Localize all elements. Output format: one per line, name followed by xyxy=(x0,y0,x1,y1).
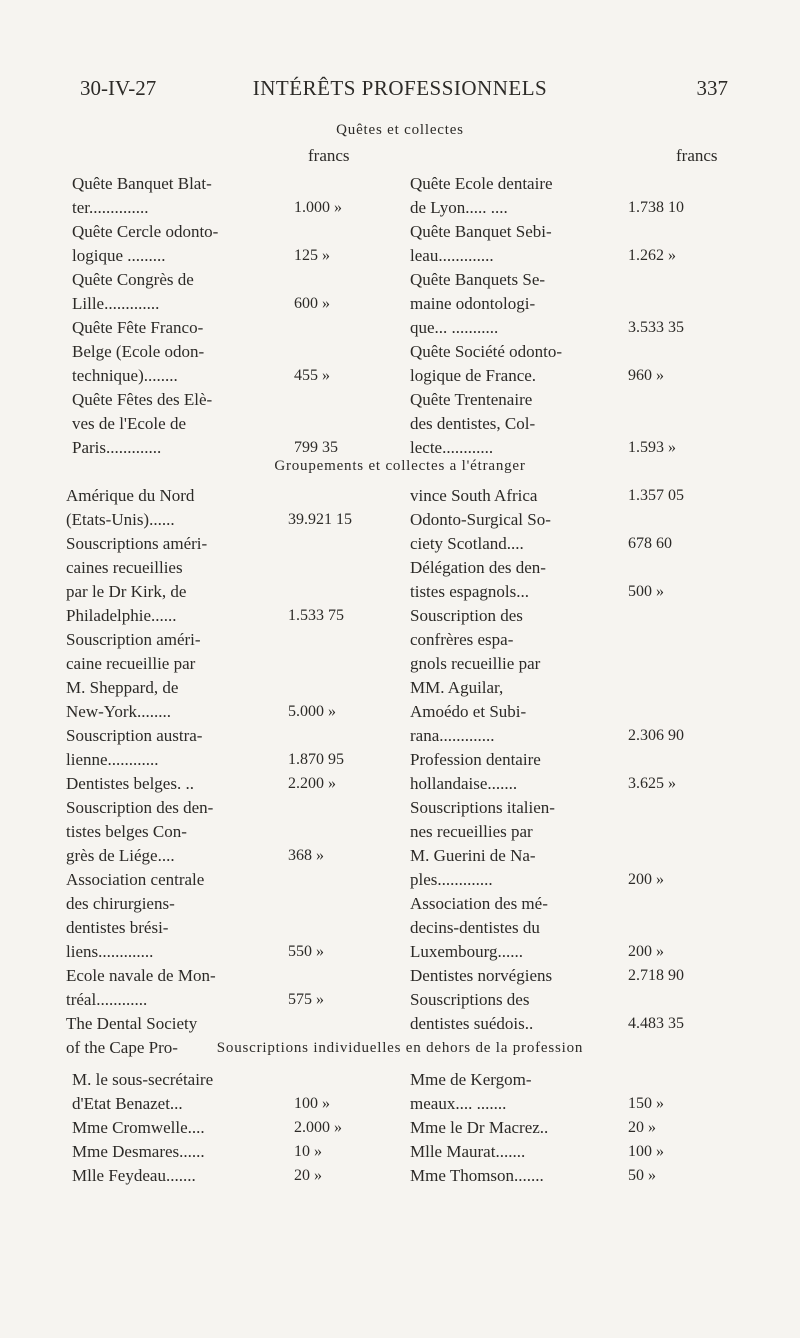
entry-line: Association des mé- xyxy=(410,894,548,913)
entry-line: decins-dentistes du xyxy=(410,918,540,937)
entry-amount: 455 » xyxy=(294,367,330,384)
quetes-right-column xyxy=(410,172,720,460)
entry-line: liens............. xyxy=(66,942,154,961)
entry-line: Dentistes norvégiens xyxy=(410,966,553,985)
entry-line: Quête Société odonto- xyxy=(410,342,563,361)
entry-line: lienne............ xyxy=(66,750,159,769)
entry-row xyxy=(410,604,726,748)
entry-row xyxy=(72,388,382,460)
entry-line: tréal............ xyxy=(66,990,148,1009)
entry-amount: 600 » xyxy=(294,295,330,312)
entry-amount: 4.483 35 xyxy=(628,1015,684,1032)
entry-amount: 200 » xyxy=(628,943,664,960)
entry-row xyxy=(410,268,720,340)
entry-line: tistes belges Con- xyxy=(66,822,187,841)
entry-row xyxy=(66,964,382,1012)
entry-row xyxy=(66,796,382,868)
entry-amount: 1.357 05 xyxy=(628,487,684,504)
entry-line: Mme Cromwelle.... xyxy=(72,1118,205,1137)
entry-line: nes recueillies par xyxy=(410,822,533,841)
running-header xyxy=(0,76,800,106)
entry-row xyxy=(410,1068,726,1116)
entry-line: meaux.... ....... xyxy=(410,1094,507,1113)
entry-row xyxy=(410,220,720,268)
groupements-left-column xyxy=(66,484,382,1060)
entry-line: Luxembourg...... xyxy=(410,942,524,961)
entry-line: Quête Banquet Blat- xyxy=(72,174,212,193)
entry-line: caines recueillies xyxy=(66,558,183,577)
entry-line: Quête Ecole dentaire xyxy=(410,174,553,193)
entry-amount: 200 » xyxy=(628,871,664,888)
entry-line: Mme Thomson....... xyxy=(410,1166,544,1185)
entry-amount: 500 » xyxy=(628,583,664,600)
entry-row xyxy=(72,172,382,220)
entry-line: Quête Congrès de xyxy=(72,270,194,289)
entry-line: Amérique du Nord xyxy=(66,486,195,505)
entry-line: M. le sous-secrétaire xyxy=(72,1070,214,1089)
entry-line: grès de Liége.... xyxy=(66,846,175,865)
entry-line: hollandaise....... xyxy=(410,774,518,793)
unit-label-right: francs xyxy=(676,146,718,165)
entry-line: Belge (Ecole odon- xyxy=(72,342,205,361)
entry-label xyxy=(410,1068,726,1116)
entry-row xyxy=(410,892,726,964)
entry-line: lecte............ xyxy=(410,438,494,457)
entry-row xyxy=(410,1116,726,1140)
entry-amount: 368 » xyxy=(288,847,324,864)
entry-label xyxy=(72,1140,382,1164)
entry-amount: 2.000 » xyxy=(294,1119,342,1136)
entry-line: Quête Trentenaire xyxy=(410,390,533,409)
entry-amount: 3.533 35 xyxy=(628,319,684,336)
entry-line: Quête Banquet Sebi- xyxy=(410,222,552,241)
entry-line: The Dental Society xyxy=(66,1014,198,1033)
entry-row xyxy=(66,484,382,532)
entry-line: technique)........ xyxy=(72,366,178,385)
entry-row xyxy=(72,1164,382,1188)
individuelles-right-column xyxy=(410,1068,726,1188)
entry-line: confrères espa- xyxy=(410,630,514,649)
entry-line: (Etats-Unis)...... xyxy=(66,510,175,529)
entry-row xyxy=(410,964,726,988)
entry-amount: 575 » xyxy=(288,991,324,1008)
entry-row xyxy=(72,268,382,316)
entry-label xyxy=(66,964,382,1012)
header-date: 30-IV-27 xyxy=(80,76,157,100)
entry-line: Ecole navale de Mon- xyxy=(66,966,216,985)
entry-line: MM. Aguilar, xyxy=(410,678,504,697)
entry-row xyxy=(410,748,726,796)
entry-line: New-York........ xyxy=(66,702,171,721)
entry-line: Quête Fêtes des Elè- xyxy=(72,390,213,409)
entry-line: logique ......... xyxy=(72,246,166,265)
entry-row xyxy=(410,172,720,220)
unit-label-left: francs xyxy=(308,146,350,165)
entry-line: logique de France. xyxy=(410,366,537,385)
header-title: INTÉRÊTS PROFESSIONNELS xyxy=(252,76,548,100)
entry-line: of the Cape Pro- xyxy=(66,1038,178,1057)
entry-label xyxy=(410,1116,726,1140)
entry-row xyxy=(410,988,726,1036)
entry-line: M. Sheppard, de xyxy=(66,678,179,697)
entry-amount: 2.718 90 xyxy=(628,967,684,984)
entry-label xyxy=(72,316,382,388)
entry-line: maine odontologi- xyxy=(410,294,536,313)
entry-amount: 10 » xyxy=(294,1143,322,1160)
entry-row xyxy=(66,532,382,628)
entry-label xyxy=(72,268,382,316)
entry-line: Lille............. xyxy=(72,294,160,313)
entry-row xyxy=(410,388,720,460)
entry-line: ciety Scotland.... xyxy=(410,534,524,553)
entry-row xyxy=(410,1140,726,1164)
entry-line: ves de l'Ecole de xyxy=(72,414,186,433)
section-title-groupements: Groupements et collectes a l'étranger xyxy=(274,458,526,474)
entry-label xyxy=(410,1140,726,1164)
entry-line: Quête Banquets Se- xyxy=(410,270,546,289)
entry-line: Souscription des den- xyxy=(66,798,214,817)
entry-amount: 1.533 75 xyxy=(288,607,344,624)
groupements-right-column xyxy=(410,484,726,1036)
entry-row xyxy=(410,556,726,604)
entry-line: Mme de Kergom- xyxy=(410,1070,532,1089)
entry-line: gnols recueillie par xyxy=(410,654,541,673)
entry-row xyxy=(410,484,726,508)
entry-amount: 799 35 xyxy=(294,439,338,456)
entry-line: vince South Africa xyxy=(410,486,538,505)
entry-row xyxy=(410,508,726,556)
entry-amount: 2.200 » xyxy=(288,775,336,792)
entry-label xyxy=(72,1164,382,1188)
entry-label xyxy=(66,796,382,868)
entry-line: Quête Cercle odonto- xyxy=(72,222,219,241)
entry-row xyxy=(66,628,382,724)
entry-line: Quête Fête Franco- xyxy=(72,318,204,337)
entry-row xyxy=(72,220,382,268)
entry-row xyxy=(66,868,382,964)
entry-line: dentistes brési- xyxy=(66,918,169,937)
entry-line: d'Etat Benazet... xyxy=(72,1094,183,1113)
entry-amount: 20 » xyxy=(628,1119,656,1136)
entry-label xyxy=(410,508,726,556)
entry-line: M. Guerini de Na- xyxy=(410,846,536,865)
entry-amount: 125 » xyxy=(294,247,330,264)
entry-line: Paris............. xyxy=(72,438,162,457)
entry-line: Souscriptions améri- xyxy=(66,534,208,553)
entry-line: tistes espagnols... xyxy=(410,582,529,601)
entry-line: des chirurgiens- xyxy=(66,894,175,913)
entry-line: Mlle Maurat....... xyxy=(410,1142,526,1161)
entry-amount: 1.870 95 xyxy=(288,751,344,768)
entry-label xyxy=(410,892,726,964)
quetes-left-column xyxy=(72,172,382,460)
page-number: 337 xyxy=(696,76,728,100)
entry-amount: 100 » xyxy=(628,1143,664,1160)
entry-line: caine recueillie par xyxy=(66,654,196,673)
entry-line: que... ........... xyxy=(410,318,499,337)
entry-amount: 39.921 15 xyxy=(288,511,352,528)
entry-line: des dentistes, Col- xyxy=(410,414,536,433)
entry-line: par le Dr Kirk, de xyxy=(66,582,187,601)
entry-row xyxy=(66,724,382,772)
entry-amount: 50 » xyxy=(628,1167,656,1184)
entry-label xyxy=(410,796,726,892)
entry-row xyxy=(72,1116,382,1140)
entry-label xyxy=(66,868,382,964)
entry-row xyxy=(72,1140,382,1164)
entry-line: Souscription austra- xyxy=(66,726,203,745)
entry-amount: 3.625 » xyxy=(628,775,676,792)
entry-label xyxy=(410,1164,726,1188)
entry-label xyxy=(72,1068,382,1116)
entry-line: Profession dentaire xyxy=(410,750,541,769)
entry-amount: 1.738 10 xyxy=(628,199,684,216)
individuelles-left-column xyxy=(72,1068,382,1188)
section-title-quetes: Quêtes et collectes xyxy=(336,122,464,138)
entry-line: Association centrale xyxy=(66,870,205,889)
entry-line: Souscription des xyxy=(410,606,523,625)
entry-line: Souscription améri- xyxy=(66,630,201,649)
entry-row xyxy=(72,1068,382,1116)
section-title-individuelles: Souscriptions individuelles en dehors de la profession xyxy=(216,1040,584,1056)
entry-amount: 1.262 » xyxy=(628,247,676,264)
entry-row xyxy=(410,340,720,388)
entry-line: rana............. xyxy=(410,726,495,745)
entry-row xyxy=(72,316,382,388)
entry-line: dentistes suédois.. xyxy=(410,1014,534,1033)
entry-line: Mme le Dr Macrez.. xyxy=(410,1118,549,1137)
entry-line: Mme Desmares...... xyxy=(72,1142,205,1161)
entry-amount: 100 » xyxy=(294,1095,330,1112)
entry-line: leau............. xyxy=(410,246,494,265)
entry-line: Souscriptions des xyxy=(410,990,530,1009)
entry-line: Délégation des den- xyxy=(410,558,546,577)
entry-amount: 960 » xyxy=(628,367,664,384)
entry-line: ples............. xyxy=(410,870,493,889)
entry-amount: 2.306 90 xyxy=(628,727,684,744)
entry-label xyxy=(410,556,726,604)
entry-label xyxy=(410,748,726,796)
entry-row xyxy=(410,1164,726,1188)
entry-amount: 550 » xyxy=(288,943,324,960)
entry-line: Souscriptions italien- xyxy=(410,798,555,817)
entry-line: ter.............. xyxy=(72,198,149,217)
entry-row xyxy=(410,796,726,892)
entry-label xyxy=(72,220,382,268)
entry-line: Odonto-Surgical So- xyxy=(410,510,551,529)
entry-amount: 5.000 » xyxy=(288,703,336,720)
entry-line: Mlle Feydeau....... xyxy=(72,1166,196,1185)
entry-row xyxy=(66,772,382,796)
entry-line: Dentistes belges. .. xyxy=(66,774,194,793)
entry-amount: 20 » xyxy=(294,1167,322,1184)
entry-amount: 678 60 xyxy=(628,535,672,552)
entry-amount: 150 » xyxy=(628,1095,664,1112)
entry-line: Philadelphie...... xyxy=(66,606,177,625)
entry-line: Amoédo et Subi- xyxy=(410,702,527,721)
entry-amount: 1.593 » xyxy=(628,439,676,456)
entry-line: de Lyon..... .... xyxy=(410,198,508,217)
entry-amount: 1.000 » xyxy=(294,199,342,216)
entry-label xyxy=(410,340,720,388)
